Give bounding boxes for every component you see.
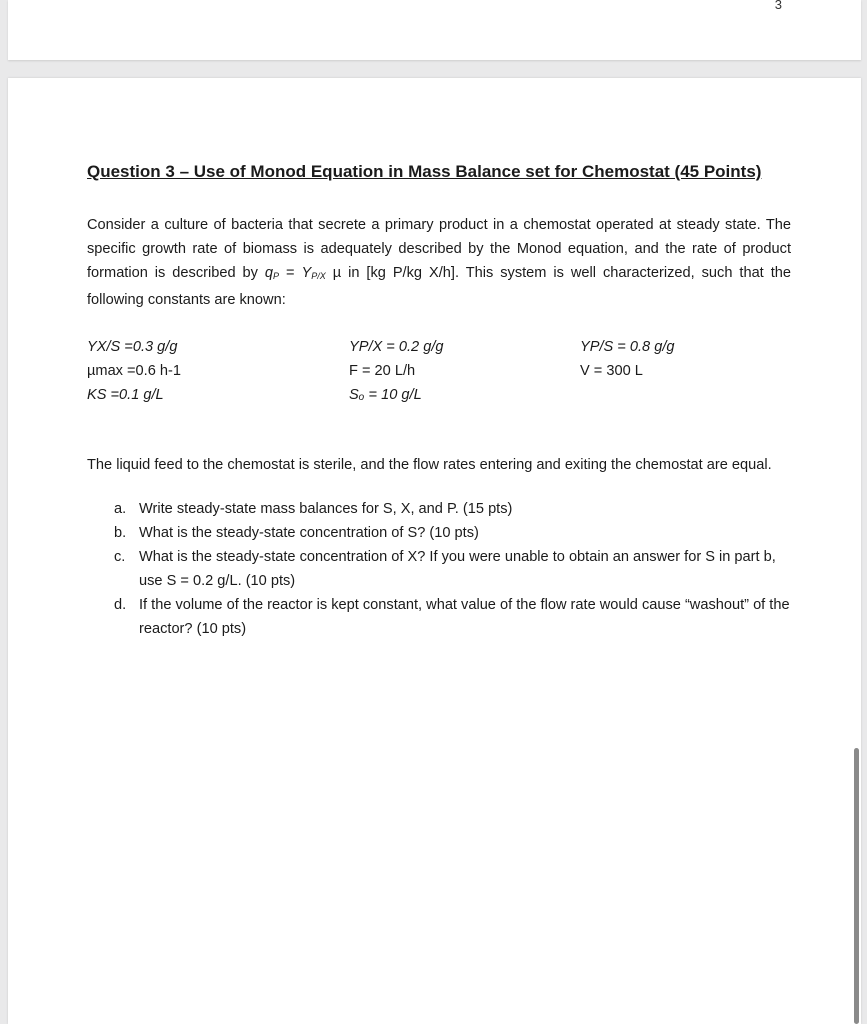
- list-item: [87, 593, 791, 641]
- constant-mumax: µmax =0.6 h-1: [87, 363, 181, 379]
- intro-text-2: in [kg P/kg X/h]. This system is well characterized, such that the following constants are known:: [87, 265, 791, 308]
- constants-column-1: [87, 335, 181, 407]
- formula-q-subscript: P: [273, 271, 280, 281]
- formula-y-subscript: P/X: [311, 271, 326, 281]
- constant-ks: KS =0.1 g/L: [87, 387, 164, 403]
- constant-yps: YP/S = 0.8 g/g: [580, 339, 675, 355]
- part-letter: d.: [114, 597, 127, 613]
- constant-volume: V = 300 L: [580, 363, 643, 379]
- document-page: [8, 78, 861, 1024]
- formula-mu: µ: [325, 265, 342, 281]
- constant-flow: F = 20 L/h: [349, 363, 416, 379]
- intro-paragraph: [87, 213, 791, 312]
- constant-s0: Sₒ = 10 g/L: [349, 387, 422, 403]
- constants-table: [87, 335, 791, 407]
- page-number: 3: [774, 0, 782, 12]
- question-content: [87, 156, 791, 641]
- constants-column-2: [349, 335, 444, 407]
- feed-paragraph: The liquid feed to the chemostat is sterile, and the flow rates entering and exiting the chemostat are equal.: [87, 457, 772, 473]
- part-text: If the volume of the reactor is kept constant, what value of the flow rate would cause “washout” of the reactor? (10 pts): [139, 597, 790, 637]
- list-item: [87, 521, 791, 545]
- previous-page: [8, 0, 861, 60]
- part-text: What is the steady-state concentration of X? If you were unable to obtain an answer for S in part b, use S = 0.2 g/L. (10 pts): [139, 549, 776, 589]
- vertical-scrollbar[interactable]: [854, 748, 859, 1024]
- question-title: Question 3 – Use of Monod Equation in Mass Balance set for Chemostat (45 Points): [87, 162, 762, 181]
- part-text: Write steady-state mass balances for S, X, and P. (15 pts): [139, 501, 513, 517]
- constant-ypx: YP/X = 0.2 g/g: [349, 339, 444, 355]
- part-letter: b.: [114, 525, 127, 541]
- list-item: [87, 497, 791, 521]
- part-text: What is the steady-state concentration of S? (10 pts): [139, 525, 479, 541]
- question-parts-list: [87, 497, 791, 641]
- constant-yxs: YX/S =0.3 g/g: [87, 339, 178, 355]
- formula-y: Y: [301, 265, 312, 281]
- formula-equals: =: [279, 265, 302, 281]
- part-letter: a.: [114, 501, 127, 517]
- list-item: [87, 545, 791, 593]
- constants-column-3: [580, 335, 675, 383]
- part-letter: c.: [114, 549, 126, 565]
- intro-text-1: Consider a culture of bacteria that secrete a primary product in a chemostat operated at steady state. The specific growth rate of biomass is adequately described by the Monod equation, and the rate of product formation is described by: [87, 217, 791, 281]
- formula-q: q: [264, 265, 274, 281]
